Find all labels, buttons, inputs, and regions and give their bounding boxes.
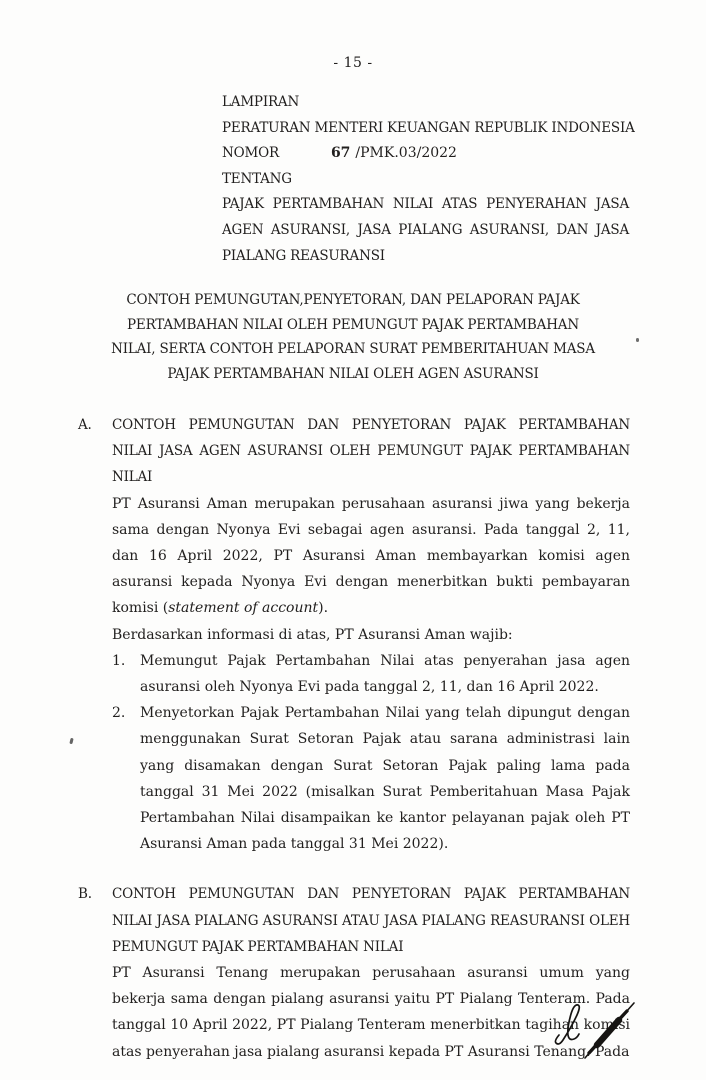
regulation-issuer: PERATURAN MENTERI KEUANGAN REPUBLIK INDONESIA xyxy=(222,119,635,136)
tentang-label: TENTANG xyxy=(222,170,292,187)
document-body xyxy=(78,412,630,1065)
section-a-intro: Berdasarkan informasi di atas, PT Asuransi Aman wajib: xyxy=(112,626,513,643)
section-a-body xyxy=(112,412,630,857)
list-item xyxy=(112,648,630,700)
item-marker: 1. xyxy=(112,652,126,669)
nomor-line xyxy=(222,141,629,167)
section-a-title: CONTOH PEMUNGUTAN DAN PENYETORAN PAJAK PERTAMBAHAN NILAI JASA AGEN ASURANSI OLEH PEMUNGUT PAJAK PERTAMBAHAN NILAI xyxy=(112,417,630,486)
nomor-suffix: /PMK.03/2022 xyxy=(355,145,457,162)
scan-artifact-dot xyxy=(636,338,639,342)
document-heading: CONTOH PEMUNGUTAN,PENYETORAN, DAN PELAPORAN PAJAK PERTAMBAHAN NILAI OLEH PEMUNGUT PAJAK PERTAMBAHAN NILAI, SERTA CONTOH PELAPORAN SURAT PEMBERITAHUAN MASA PAJAK PERTAMBAHAN NILAI OLEH AGEN ASURANSI xyxy=(111,292,595,382)
regulation-subject: PAJAK PERTAMBAHAN NILAI ATAS PENYERAHAN JASA AGEN ASURANSI, JASA PIALANG ASURANSI, DAN JASA PIALANG REASURANSI xyxy=(222,196,629,264)
lampiran-block xyxy=(222,90,635,269)
item-marker: 2. xyxy=(112,705,126,722)
section-b-paragraph: PT Asuransi Tenang merupakan perusahaan asuransi umum yang bekerja sama dengan pialang asuransi yaitu PT Pialang Tenteram. Pada tanggal 10 April 2022, PT Pialang Tenteram menerbitkan tagihan komisi atas penyerahan jasa pialang asuransi kepada PT Asuransi Tenang. Pada xyxy=(112,965,630,1060)
section-a xyxy=(78,412,630,857)
lampiran-label: LAMPIRAN xyxy=(222,94,300,110)
section-a-marker: A. xyxy=(78,417,92,433)
paragraph-italic-text: statement of account xyxy=(168,600,319,617)
item-text: Memungut Pajak Pertambahan Nilai atas penyerahan jasa agen asuransi oleh Nyonya Evi pada tanggal 2, 11, dan 16 April 2022. xyxy=(140,652,630,696)
paragraph-text-end: ). xyxy=(318,600,329,617)
section-a-paragraph xyxy=(112,491,630,622)
item-text: Menyetorkan Pajak Pertambahan Nilai yang telah dipungut dengan menggunakan Surat Setoran Pajak atau sarana administrasi lain yang disamakan dengan Surat Setoran Pajak paling lama pada tanggal 31 Mei 2022 (misalkan Surat Pemberitahuan Masa Pajak Pertambahan Nilai disampaikan ke kantor pelayanan pajak oleh PT Asuransi Aman pada tanggal 31 Mei 2022). xyxy=(140,705,630,853)
section-a-list xyxy=(112,648,630,858)
nomor-label: NOMOR xyxy=(222,145,279,162)
paragraph-text: PT Asuransi Aman merupakan perusahaan asuransi jiwa yang bekerja sama dengan Nyonya Evi sebagai agen asuransi. Pada tanggal 2, 11, dan 16 April 2022, PT Asuransi Aman membayarkan komisi agen asuransi kepada Nyonya Evi dengan menerbitkan bukti pembayaran komisi ( xyxy=(112,495,630,617)
paraf-slash-tip-top xyxy=(626,1003,634,1012)
paraf-slash-core xyxy=(597,1020,619,1045)
scan-artifact-speck xyxy=(69,738,73,745)
section-b-title: CONTOH PEMUNGUTAN DAN PENYETORAN PAJAK PERTAMBAHAN NILAI JASA PIALANG ASURANSI ATAU JASA PIALANG REASURANSI OLEH PEMUNGUT PAJAK PERTAMBAHAN NILAI xyxy=(112,886,630,955)
section-b-marker: B. xyxy=(78,886,92,903)
nomor-value: 67 xyxy=(330,145,351,162)
list-item xyxy=(112,700,630,857)
page-number: - 15 - xyxy=(333,55,373,71)
paraf-loop-stroke xyxy=(555,1005,579,1044)
handwritten-initials-paraf xyxy=(548,988,648,1066)
